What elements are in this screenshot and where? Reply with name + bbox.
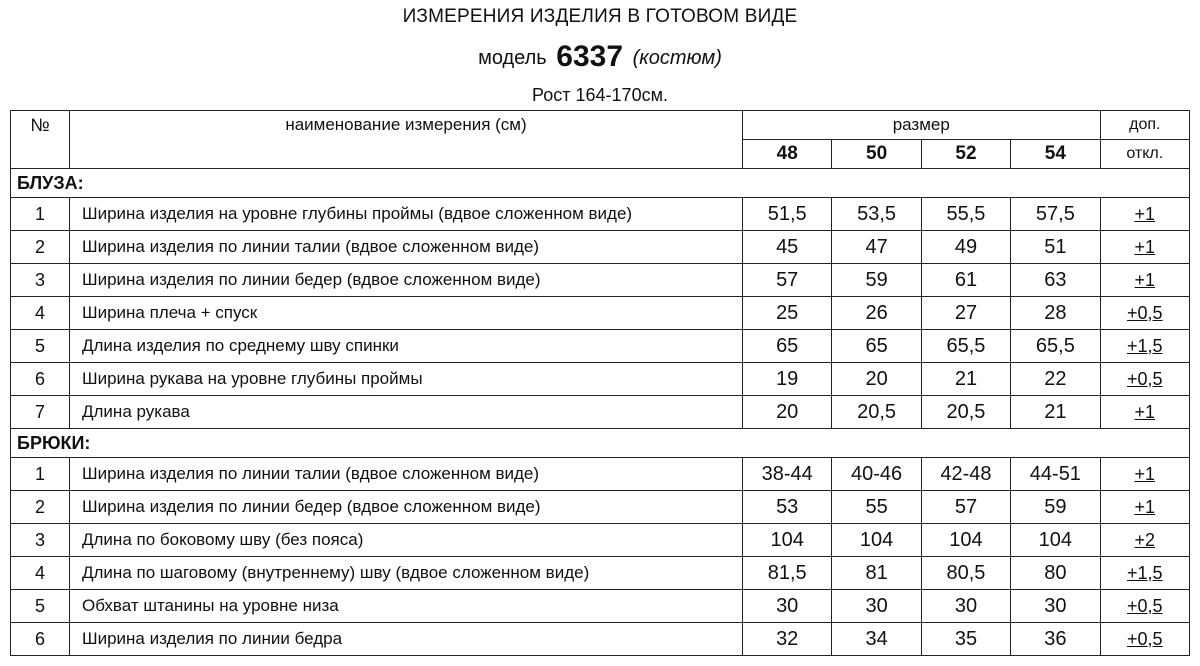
measurements-table [10,110,1190,656]
size-50-value: 20 [832,363,921,396]
tolerance-text: +0,5 [1127,368,1163,389]
table-header-row [11,111,1190,140]
size-48-value: 30 [743,590,832,623]
size-48-value: 38-44 [743,458,832,491]
size-48-value: 65 [743,330,832,363]
col-tol-header-2: откл. [1100,140,1189,169]
size-48-value: 57 [743,264,832,297]
size-52-value: 27 [921,297,1010,330]
row-number: 5 [11,590,70,623]
size-54-value: 44-51 [1011,458,1100,491]
size-52-value: 55,5 [921,198,1010,231]
size-54-value: 57,5 [1011,198,1100,231]
size-52-value: 49 [921,231,1010,264]
size-50-value: 59 [832,264,921,297]
tolerance-text: +1 [1134,203,1156,224]
tolerance-value [1100,297,1189,330]
table-row [11,264,1190,297]
section-title: БРЮКИ: [11,429,1190,458]
tolerance-value [1100,363,1189,396]
section-header-row [11,429,1190,458]
size-48: 48 [743,140,832,169]
table-row [11,623,1190,656]
size-54-value: 65,5 [1011,330,1100,363]
model-type: (костюм) [632,47,722,69]
size-50-value: 53,5 [832,198,921,231]
size-50-value: 20,5 [832,396,921,429]
col-tol-header-1: доп. [1100,111,1189,140]
size-52-value: 21 [921,363,1010,396]
row-number: 3 [11,264,70,297]
measurement-name: Длина рукава [70,396,743,429]
table-row [11,590,1190,623]
size-54-value: 21 [1011,396,1100,429]
table-row [11,231,1190,264]
size-52-value: 57 [921,491,1010,524]
size-50-value: 40-46 [832,458,921,491]
tolerance-text: +0,5 [1127,628,1163,649]
tolerance-value [1100,491,1189,524]
table-row [11,297,1190,330]
table-row [11,198,1190,231]
measurement-name: Ширина изделия по линии бедер (вдвое сложенном виде) [70,491,743,524]
tolerance-value [1100,396,1189,429]
row-number: 5 [11,330,70,363]
size-52-value: 35 [921,623,1010,656]
table-row [11,330,1190,363]
size-50-value: 30 [832,590,921,623]
measurement-name: Ширина изделия на уровне глубины проймы (вдвое сложенном виде) [70,198,743,231]
size-48-value: 45 [743,231,832,264]
size-50-value: 55 [832,491,921,524]
size-50-value: 47 [832,231,921,264]
size-50-value: 65 [832,330,921,363]
section-title: БЛУЗА: [11,169,1190,198]
size-48-value: 25 [743,297,832,330]
size-54: 54 [1011,140,1100,169]
tolerance-text: +1 [1134,401,1156,422]
table-row [11,491,1190,524]
size-54-value: 51 [1011,231,1100,264]
measurement-name: Ширина изделия по линии талии (вдвое сложенном виде) [70,458,743,491]
size-54-value: 22 [1011,363,1100,396]
row-number: 1 [11,458,70,491]
size-54-value: 30 [1011,590,1100,623]
size-48-value: 19 [743,363,832,396]
measurement-name: Длина по боковому шву (без пояса) [70,524,743,557]
table-row [11,524,1190,557]
row-number: 4 [11,557,70,590]
size-48-value: 32 [743,623,832,656]
row-number: 7 [11,396,70,429]
measurement-name: Ширина изделия по линии бедер (вдвое сложенном виде) [70,264,743,297]
col-name-header: наименование измерения (см) [70,111,743,169]
measurement-name: Обхват штанины на уровне низа [70,590,743,623]
row-number: 1 [11,198,70,231]
tolerance-value [1100,264,1189,297]
tolerance-value [1100,330,1189,363]
size-52-value: 80,5 [921,557,1010,590]
size-54-value: 36 [1011,623,1100,656]
row-number: 2 [11,491,70,524]
row-number: 2 [11,231,70,264]
row-number: 3 [11,524,70,557]
tolerance-value [1100,458,1189,491]
size-52-value: 30 [921,590,1010,623]
size-48-value: 81,5 [743,557,832,590]
tolerance-text: +1 [1134,269,1156,290]
measurement-name: Ширина плеча + спуск [70,297,743,330]
size-50-value: 104 [832,524,921,557]
model-line [0,40,1200,74]
size-52: 52 [921,140,1010,169]
tolerance-text: +1 [1134,496,1156,517]
measurement-name: Длина по шаговому (внутреннему) шву (вдвое сложенном виде) [70,557,743,590]
size-52-value: 104 [921,524,1010,557]
row-number: 6 [11,623,70,656]
size-48-value: 51,5 [743,198,832,231]
tolerance-text: +1,5 [1127,335,1163,356]
tolerance-text: +1 [1134,463,1156,484]
size-50-value: 81 [832,557,921,590]
tolerance-value [1100,231,1189,264]
size-50: 50 [832,140,921,169]
tolerance-text: +0,5 [1127,302,1163,323]
size-48-value: 20 [743,396,832,429]
tolerance-value [1100,198,1189,231]
table-row [11,363,1190,396]
measurement-name: Ширина изделия по линии талии (вдвое сложенном виде) [70,231,743,264]
col-no-header: № [11,111,70,169]
tolerance-text: +1 [1134,236,1156,257]
tolerance-text: +2 [1134,529,1156,550]
size-52-value: 42-48 [921,458,1010,491]
size-54-value: 104 [1011,524,1100,557]
table-row [11,557,1190,590]
size-54-value: 28 [1011,297,1100,330]
height-range: Рост 164-170см. [532,85,668,105]
section-header-row [11,169,1190,198]
size-52-value: 61 [921,264,1010,297]
tolerance-value [1100,590,1189,623]
col-size-header: размер [743,111,1101,140]
table-row [11,458,1190,491]
row-number: 4 [11,297,70,330]
size-48-value: 104 [743,524,832,557]
size-48-value: 53 [743,491,832,524]
model-label: модель [478,47,547,69]
page-title: ИЗМЕРЕНИЯ ИЗДЕЛИЯ В ГОТОВОМ ВИДЕ [402,6,798,27]
size-54-value: 59 [1011,491,1100,524]
table-row [11,396,1190,429]
size-52-value: 65,5 [921,330,1010,363]
tolerance-value [1100,524,1189,557]
size-54-value: 80 [1011,557,1100,590]
tolerance-value [1100,623,1189,656]
row-number: 6 [11,363,70,396]
size-50-value: 26 [832,297,921,330]
measurement-name: Ширина изделия по линии бедра [70,623,743,656]
size-50-value: 34 [832,623,921,656]
size-52-value: 20,5 [921,396,1010,429]
measurement-name: Ширина рукава на уровне глубины проймы [70,363,743,396]
model-number: 6337 [556,40,624,73]
tolerance-text: +1,5 [1127,562,1163,583]
tolerance-text: +0,5 [1127,595,1163,616]
measurement-name: Длина изделия по среднему шву спинки [70,330,743,363]
tolerance-value [1100,557,1189,590]
size-54-value: 63 [1011,264,1100,297]
